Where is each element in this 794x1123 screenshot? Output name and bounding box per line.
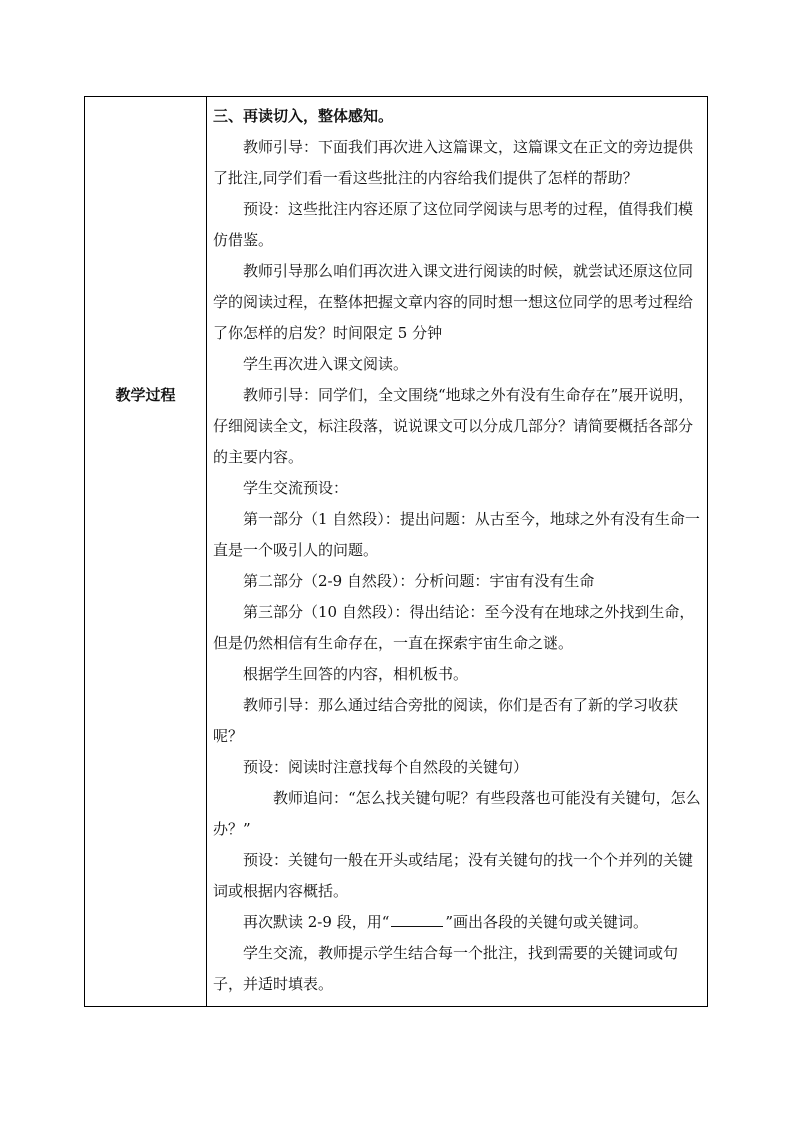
paragraph-part-one: 第一部分（1 自然段）：提出问题：从古至今，地球之外有没有生命一直是一个吸引人的问题。 bbox=[213, 510, 700, 559]
section-label: 教学过程 bbox=[115, 386, 176, 404]
underline-blank bbox=[391, 912, 443, 927]
paragraph-student-preset: 学生交流预设： bbox=[243, 479, 349, 497]
column-divider bbox=[206, 97, 207, 1006]
paragraph-preset-2: 预设：阅读时注意找每个自然段的关键句） bbox=[243, 758, 529, 776]
paragraph-preset-1: 预设：这些批注内容还原了这位同学阅读与思考的过程，值得我们模仿借鉴。 bbox=[213, 200, 694, 249]
content-cell bbox=[213, 101, 703, 1000]
silent-reading-text-after: ”画出各段的关键句或关键词。 bbox=[445, 913, 649, 931]
paragraph-teacher-guide-1: 教师引导：下面我们再次进入这篇课文，这篇课文在正文的旁边提供了批注,同学们看一看这些批注的内容给我们提供了怎样的帮助？ bbox=[213, 138, 694, 187]
paragraph-teacher-guide-4: 教师引导：那么通过结合旁批的阅读，你们是否有了新的学习收获呢？ bbox=[213, 696, 679, 745]
paragraph-student-exchange: 学生交流，教师提示学生结合每一个批注，找到需要的关键词或句子，并适时填表。 bbox=[213, 944, 679, 993]
lesson-table bbox=[84, 96, 708, 1007]
paragraph-teacher-follow-up: 教师追问：“怎么找关键句呢？有些段落也可能没有关键句，怎么办？” bbox=[213, 789, 701, 838]
paragraph-silent-reading bbox=[213, 907, 703, 938]
paragraph-teacher-guide-2: 教师引导那么咱们再次进入课文进行阅读的时候，就尝试还原这位同学的阅读过程，在整体把握文章内容的同时想一想这位同学的思考过程给了你怎样的启发？时间限定 5 分钟 bbox=[213, 262, 694, 342]
paragraph-part-three: 第三部分（10 自然段）：得出结论：至今没有在地球之外找到生命，但是仍然相信有生命存在，一直在探索宇宙生命之谜。 bbox=[213, 603, 695, 652]
paragraph-student-reading: 学生再次进入课文阅读。 bbox=[243, 355, 409, 373]
paragraph-part-two: 第二部分（2-9 自然段）：分析问题：宇宙有没有生命 bbox=[243, 572, 595, 590]
paragraph-preset-3: 预设：关键句一般在开头或结尾；没有关键句的找一个个并列的关键词或根据内容概括。 bbox=[213, 851, 694, 900]
silent-reading-text-before: 再次默读 2-9 段，用“ bbox=[243, 913, 390, 931]
paragraph-teacher-guide-3: 教师引导：同学们，全文围绕“地球之外有没有生命存在”展开说明，仔细阅读全文，标注段落，说说课文可以分成几部分？请简要概括各部分的主要内容。 bbox=[213, 386, 694, 466]
section-heading: 三、再读切入，整体感知。 bbox=[213, 107, 394, 125]
paragraph-board-writing: 根据学生回答的内容，相机板书。 bbox=[243, 665, 469, 683]
